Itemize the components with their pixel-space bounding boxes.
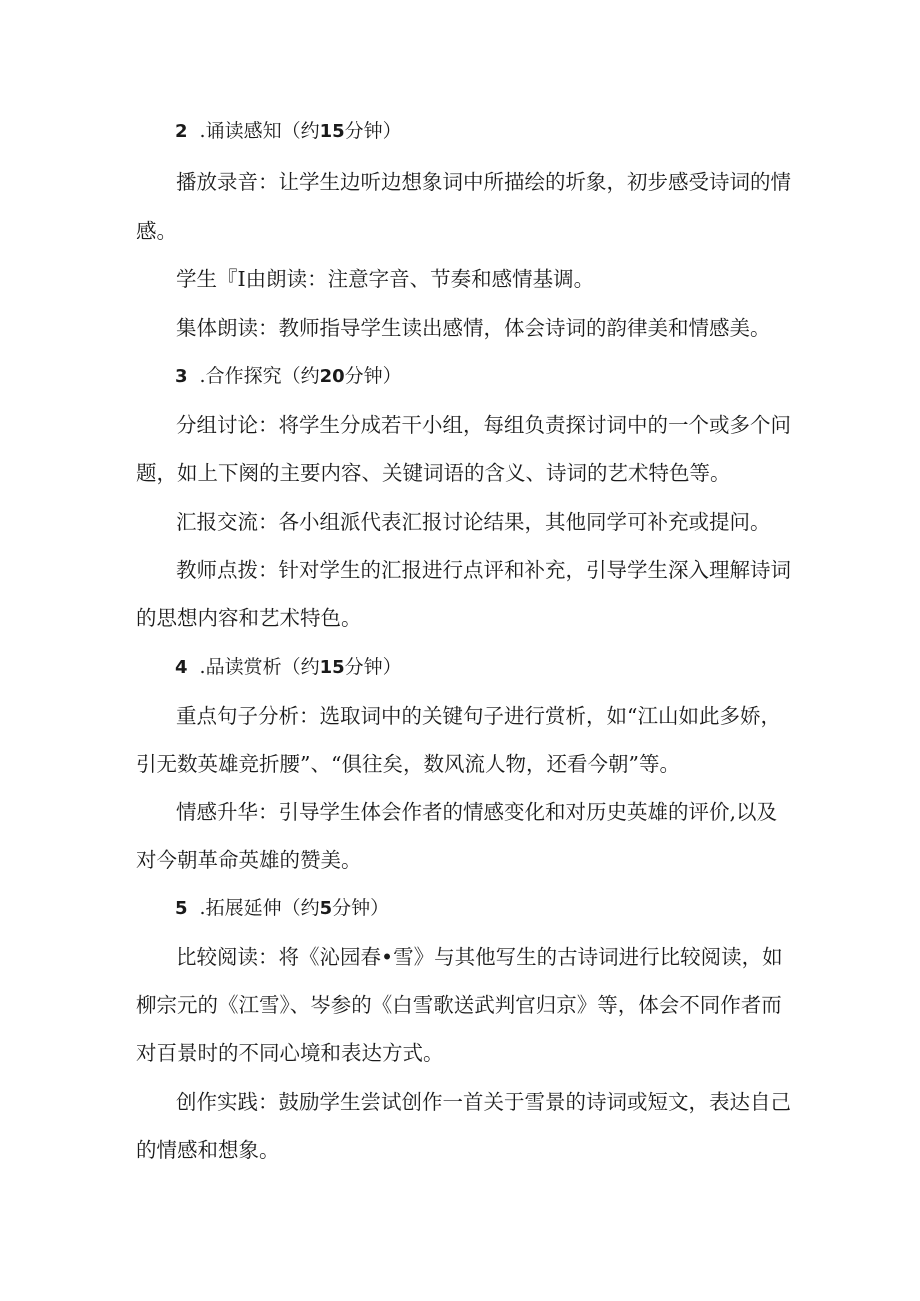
paragraph-line: 创作实践：鼓励学生尝试创作一首关于雪景的诗词或短文，表达自己 — [176, 1090, 791, 1114]
section-minutes: 5 — [319, 898, 333, 919]
section-title-prefix: .拓展延伸（约 — [199, 897, 320, 919]
paragraph-line: 学生『I由朗读：注意字音、节奏和感情基调。 — [176, 267, 595, 291]
section-title-suffix: 分钟） — [344, 656, 402, 678]
section-minutes: 20 — [319, 366, 345, 387]
paragraph-line: 比较阅读：将《沁园春•雪》与其他写生的古诗词进行比较阅读，如 — [176, 945, 783, 969]
section-heading-4 — [175, 658, 402, 677]
section-heading-3 — [175, 367, 402, 386]
paragraph-line: 的情感和想象。 — [136, 1138, 280, 1162]
paragraph-line: 集体朗读：教师指导学生读出感情，体会诗词的韵律美和情感美。 — [176, 316, 771, 340]
section-number: 3 — [175, 366, 188, 387]
paragraph-line: 汇报交流：各小组派代表汇报讨论结果，其他同学可补充或提问。 — [176, 510, 771, 534]
paragraph-line: 对今朝革命英雄的赞美。 — [136, 848, 362, 872]
paragraph-line: 柳宗元的《江雪》、岑参的《白雪歌送武判官归京》等，体会不同作者而 — [136, 993, 782, 1017]
paragraph-line: 的思想内容和艺术特色。 — [136, 606, 362, 630]
section-title-suffix: 分钟） — [344, 365, 402, 387]
section-number: 5 — [175, 898, 188, 919]
section-minutes: 15 — [319, 657, 345, 678]
section-title-prefix: .合作探究（约 — [199, 365, 320, 387]
paragraph-line: 重点句子分析：选取词中的关键句子进行赏析，如“江山如此多娇， — [176, 704, 781, 728]
section-number: 2 — [175, 121, 188, 142]
section-title-prefix: .诵读感知（约 — [199, 120, 320, 142]
section-heading-2 — [175, 122, 402, 141]
paragraph-line: 引无数英雄竞折腰”、“俱往矣，数风流人物，还看今朝”等。 — [136, 752, 680, 776]
section-title-suffix: 分钟） — [344, 120, 402, 142]
paragraph-line: 播放录音：让学生边听边想象词中所描绘的圻象，初步感受诗词的情 — [176, 170, 791, 194]
paragraph-line: 感。 — [136, 219, 177, 243]
paragraph-line: 分组讨论：将学生分成若干小组，每组负责探讨词中的一个或多个问 — [176, 413, 791, 437]
section-title-suffix: 分钟） — [332, 897, 390, 919]
paragraph-line: 教师点拨：针对学生的汇报进行点评和补充，引导学生深入理解诗词 — [176, 558, 791, 582]
section-title-prefix: .品读赏析（约 — [199, 656, 320, 678]
section-heading-5 — [175, 899, 389, 918]
section-number: 4 — [175, 657, 188, 678]
section-minutes: 15 — [319, 121, 345, 142]
paragraph-line: 情感升华：引导学生体会作者的情感变化和对历史英雄的评价,以及 — [176, 800, 778, 824]
paragraph-line: 对百景时的不同心境和表达方式。 — [136, 1041, 444, 1065]
paragraph-line: 题，如上下阕的主要内容、关键词语的含义、诗词的艺术特色等。 — [136, 461, 731, 485]
